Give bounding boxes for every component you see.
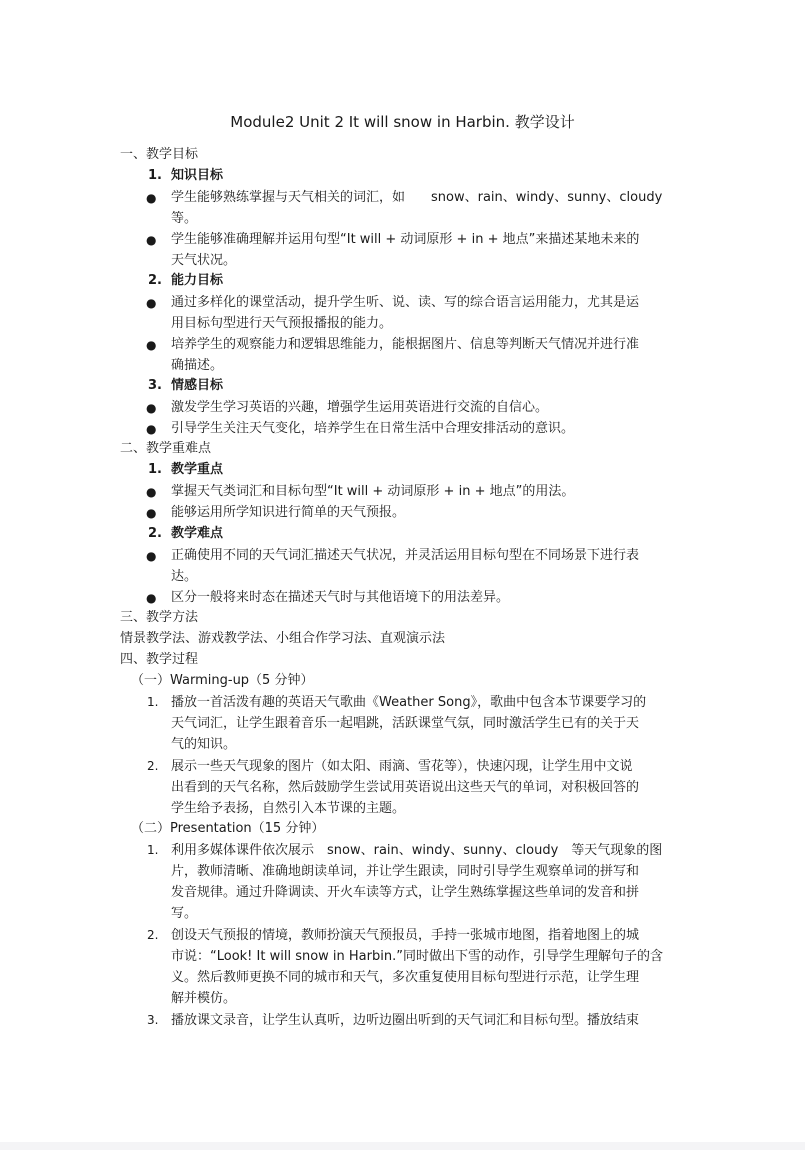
list-item: 引导学生关注天气变化，培养学生在日常生活中合理安排活动的意识。: [171, 421, 575, 436]
list-item: 展示一些天气现象的图片（如太阳、雨滴、雪花等），快速闪现，让学生用中文说 出看到的天气名称，然后鼓励学生尝试用英语说出这些天气的单词，对积极回答的 学生给予表扬，自然引入本节课的主题。: [171, 759, 640, 816]
list-item: 掌握天气类词汇和目标句型“It will + 动词原形 + in + 地点”的用法。: [171, 484, 575, 499]
subsection-number: 1.: [148, 168, 162, 183]
list-item: 学生能够熟练掌握与天气相关的词汇，如 snow、rain、windy、sunny、cloudy 等。: [171, 190, 663, 226]
subsection-number: 1.: [148, 462, 162, 477]
subsection-title-ability: 能力目标: [171, 273, 224, 288]
section-heading-key-points: 二、教学重难点: [120, 441, 212, 456]
section-heading-methods: 三、教学方法: [120, 610, 199, 625]
section-heading-objectives: 一、教学目标: [120, 147, 199, 162]
subsection-title-difficulty: 教学难点: [171, 526, 224, 541]
subsection-number: 3.: [148, 378, 162, 393]
subsection-title-emotion: 情感目标: [171, 378, 224, 393]
list-item: 能够运用所学知识进行简单的天气预报。: [171, 505, 406, 520]
item-number: 1.: [147, 695, 159, 709]
list-item: 培养学生的观察能力和逻辑思维能力，能根据图片、信息等判断天气情况并进行准 确描述。: [171, 337, 640, 373]
phase-heading-presentation: （二）Presentation（15 分钟）: [131, 821, 325, 836]
bullet-icon: ●: [146, 233, 157, 247]
page-bottom-edge: [0, 1142, 805, 1150]
bullet-icon: ●: [146, 591, 157, 605]
item-number: 3.: [147, 1013, 159, 1027]
bullet-icon: ●: [146, 422, 157, 436]
methods-text: 情景教学法、游戏教学法、小组合作学习法、直观演示法: [120, 631, 446, 646]
bullet-icon: ●: [146, 401, 157, 415]
list-item: 播放一首活泼有趣的英语天气歌曲《Weather Song》，歌曲中包含本节课要学习的 天气词汇，让学生跟着音乐一起唱跳，活跃课堂气氛，同时激活学生已有的关于天 气的知识。: [171, 695, 647, 752]
list-item: 学生能够准确理解并运用句型“It will + 动词原形 + in + 地点”来描述某地未来的 天气状况。: [171, 232, 640, 268]
bullet-icon: ●: [146, 338, 157, 352]
list-item: 正确使用不同的天气词汇描述天气状况，并灵活运用目标句型在不同场景下进行表 达。: [171, 548, 640, 584]
item-number: 2.: [147, 759, 159, 773]
list-item: 激发学生学习英语的兴趣，增强学生运用英语进行交流的自信心。: [171, 400, 549, 415]
subsection-number: 2.: [148, 273, 162, 288]
item-number: 1.: [147, 843, 159, 857]
phase-heading-warmup: （一）Warming-up（5 分钟）: [131, 673, 314, 688]
subsection-title-knowledge: 知识目标: [171, 168, 224, 183]
list-item: 播放课文录音，让学生认真听，边听边圈出听到的天气词汇和目标句型。播放结束: [171, 1013, 640, 1028]
section-heading-process: 四、教学过程: [120, 652, 199, 667]
bullet-icon: ●: [146, 549, 157, 563]
list-item: 通过多样化的课堂活动，提升学生听、说、读、写的综合语言运用能力，尤其是运 用目标句型进行天气预报播报的能力。: [171, 295, 640, 331]
list-item: 区分一般将来时态在描述天气时与其他语境下的用法差异。: [171, 590, 510, 605]
bullet-icon: ●: [146, 296, 157, 310]
document-title: Module2 Unit 2 It will snow in Harbin. 教学设计: [230, 113, 575, 131]
bullet-icon: ●: [146, 506, 157, 520]
list-item: 创设天气预报的情境，教师扮演天气预报员，手持一张城市地图，指着地图上的城 市说：“Look! It will snow in Harbin.”同时做出下雪的动作，引导学生理解句子的含 义。然后教师更换不同的城市和天气，多次重复使用目标句型进行示范，让学生理 解并模仿。: [171, 928, 663, 1006]
bullet-icon: ●: [146, 191, 157, 205]
subsection-title-focus: 教学重点: [171, 462, 224, 477]
subsection-number: 2.: [148, 526, 162, 541]
bullet-icon: ●: [146, 485, 157, 499]
item-number: 2.: [147, 928, 159, 942]
list-item: 利用多媒体课件依次展示 snow、rain、windy、sunny、cloudy 等天气现象的图 片，教师清晰、准确地朗读单词，并让学生跟读，同时引导学生观察单词的拼写和 发音规律。通过升降调读、开火车读等方式，让学生熟练掌握这些单词的发音和拼 写。: [171, 843, 663, 921]
